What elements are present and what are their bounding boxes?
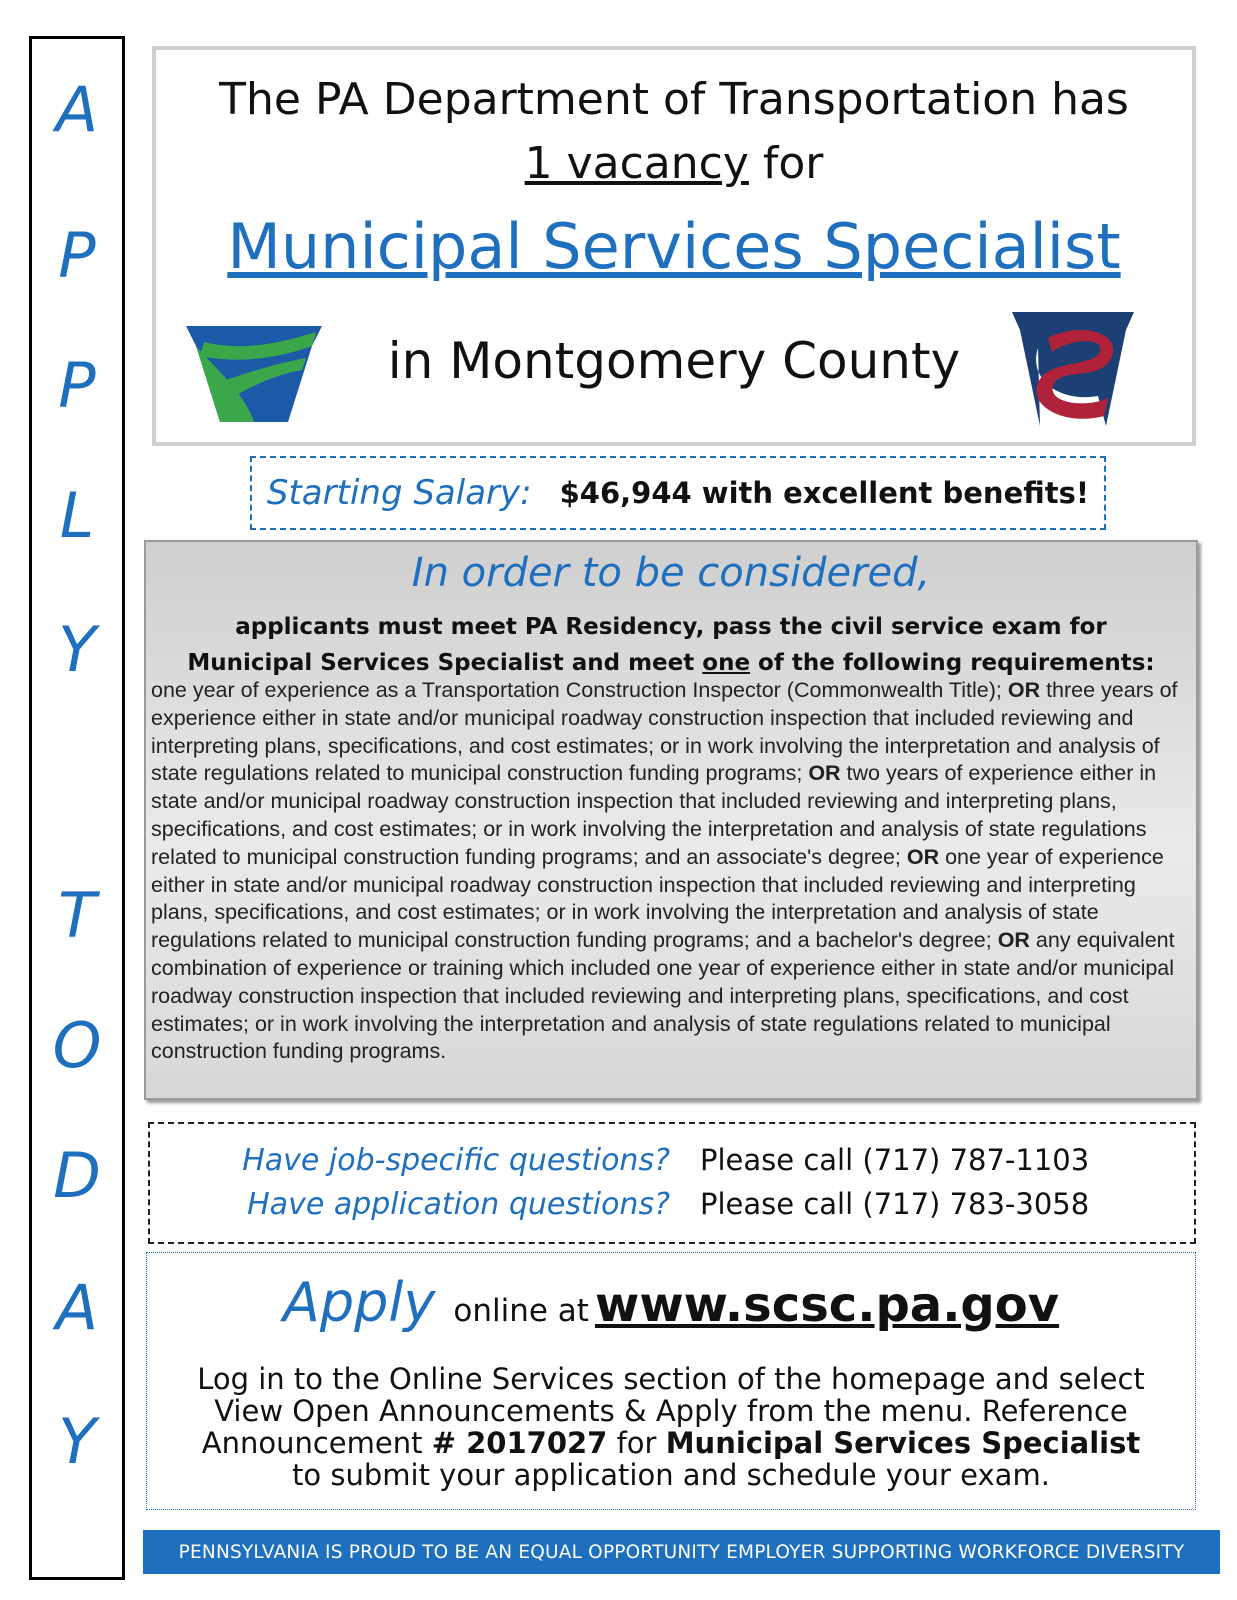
vacancy-count: 1 vacancy (524, 138, 749, 189)
salary-box (250, 456, 1106, 530)
job-title: Municipal Services Specialist (227, 210, 1121, 283)
banner-letter: O (52, 1009, 102, 1082)
scsc-keystone-logo-icon (1008, 308, 1138, 428)
banner-letter: A (55, 73, 99, 146)
app-phone: Please call (717) 783-3058 (700, 1187, 1090, 1221)
apply-desc-c: to submit your application and schedule your exam. (292, 1458, 1050, 1492)
req-option-3: two years of experience either in state and/or municipal roadway construction inspection that included reviewing and interpreting plans, specifications, and cost estimates; or in work involving the interpretation and analysis of state regulations related to municipal construction funding programs; and an associate's degree; (151, 761, 1157, 869)
apply-instructions (187, 1363, 1155, 1491)
sub-line2-part-a: Municipal Services Specialist and meet (187, 650, 703, 676)
banner-letter: T (58, 879, 96, 952)
or-separator: OR (997, 928, 1030, 953)
job-phone: Please call (717) 787-1103 (700, 1143, 1090, 1177)
requirements-summary (146, 609, 1196, 681)
app-question-row (150, 1182, 1194, 1226)
req-option-2: three years of experience either in state and/or municipal roadway construction inspection that included reviewing and interpreting plans, specifications, and cost estimates; or in work involving the interpretation and analysis of state regulations related to municipal construction funding programs; (151, 678, 1178, 786)
or-separator: OR (906, 844, 940, 869)
req-option-5: any equivalent combination of experience or training which included one year of experience either in state and/or municipal roadway construction inspection that included reviewing and interpreting plans, specifications, and cost estimates; or in work involving the interpretation and analysis of state regulations related to municipal construction funding programs. (151, 928, 1175, 1064)
requirements-body (151, 677, 1188, 1066)
one-emphasis: one (702, 650, 751, 676)
apply-online-at: online at (453, 1293, 589, 1329)
apply-line (147, 1271, 1195, 1334)
requirements-sub-line2 (146, 645, 1196, 681)
banner-letter: A (55, 1271, 99, 1344)
req-option-4: one year of experience either in state and/or municipal roadway construction inspection that included reviewing and interpreting plans, specifications, and cost estimates; or in work involving the interpretation and analysis of state regulations related to municipal construction funding programs; and a bachelor's degree; (151, 844, 1164, 953)
header-line2 (156, 138, 1192, 189)
vacancy-suffix: for (748, 138, 824, 189)
requirements-heading: In order to be considered, (411, 550, 931, 596)
contact-box (148, 1122, 1196, 1244)
sub-line2-part-b: of the following requirements: (750, 650, 1155, 676)
banner-letter: Y (58, 613, 96, 686)
salary-value: $46,944 with excellent benefits! (559, 476, 1090, 510)
app-question: Have application questions? (247, 1186, 670, 1222)
apply-job-title: Municipal Services Specialist (665, 1426, 1141, 1460)
apply-word: Apply (282, 1271, 436, 1334)
req-option-1: one year of experience as a Transportation Construction Inspector (Commonwealth Title); (151, 678, 1008, 702)
county-line: in Montgomery County (387, 332, 961, 390)
salary-label: Starting Salary: (266, 473, 532, 513)
announcement-number: # 2017027 (431, 1426, 608, 1460)
eeo-footer: PENNSYLVANIA IS PROUD TO BE AN EQUAL OPPORTUNITY EMPLOYER SUPPORTING WORKFORCE DIVERSITY (143, 1530, 1220, 1574)
banner-letter: L (59, 479, 95, 552)
apply-desc-b: for (607, 1426, 666, 1460)
banner-letter: P (58, 219, 96, 292)
apply-desc-a: Log in to the Online Services section of the homepage and select View Open Announcements & Apply from the menu. Reference Announcement (197, 1362, 1145, 1460)
or-separator: OR (808, 761, 841, 786)
header-line1: The PA Department of Transportation has (219, 74, 1129, 125)
or-separator: OR (1007, 678, 1041, 702)
requirements-box (144, 540, 1198, 1100)
banner-letter: D (53, 1139, 101, 1212)
job-question: Have job-specific questions? (242, 1142, 670, 1178)
header-box (152, 46, 1196, 446)
job-question-row (150, 1138, 1194, 1182)
banner-letter: Y (58, 1405, 96, 1478)
requirements-sub-line1: applicants must meet PA Residency, pass the civil service exam for (235, 614, 1107, 640)
apply-box (146, 1252, 1196, 1510)
apply-url-link[interactable]: www.scsc.pa.gov (594, 1277, 1060, 1333)
banner-letter: P (58, 349, 96, 422)
apply-today-banner (29, 36, 125, 1580)
